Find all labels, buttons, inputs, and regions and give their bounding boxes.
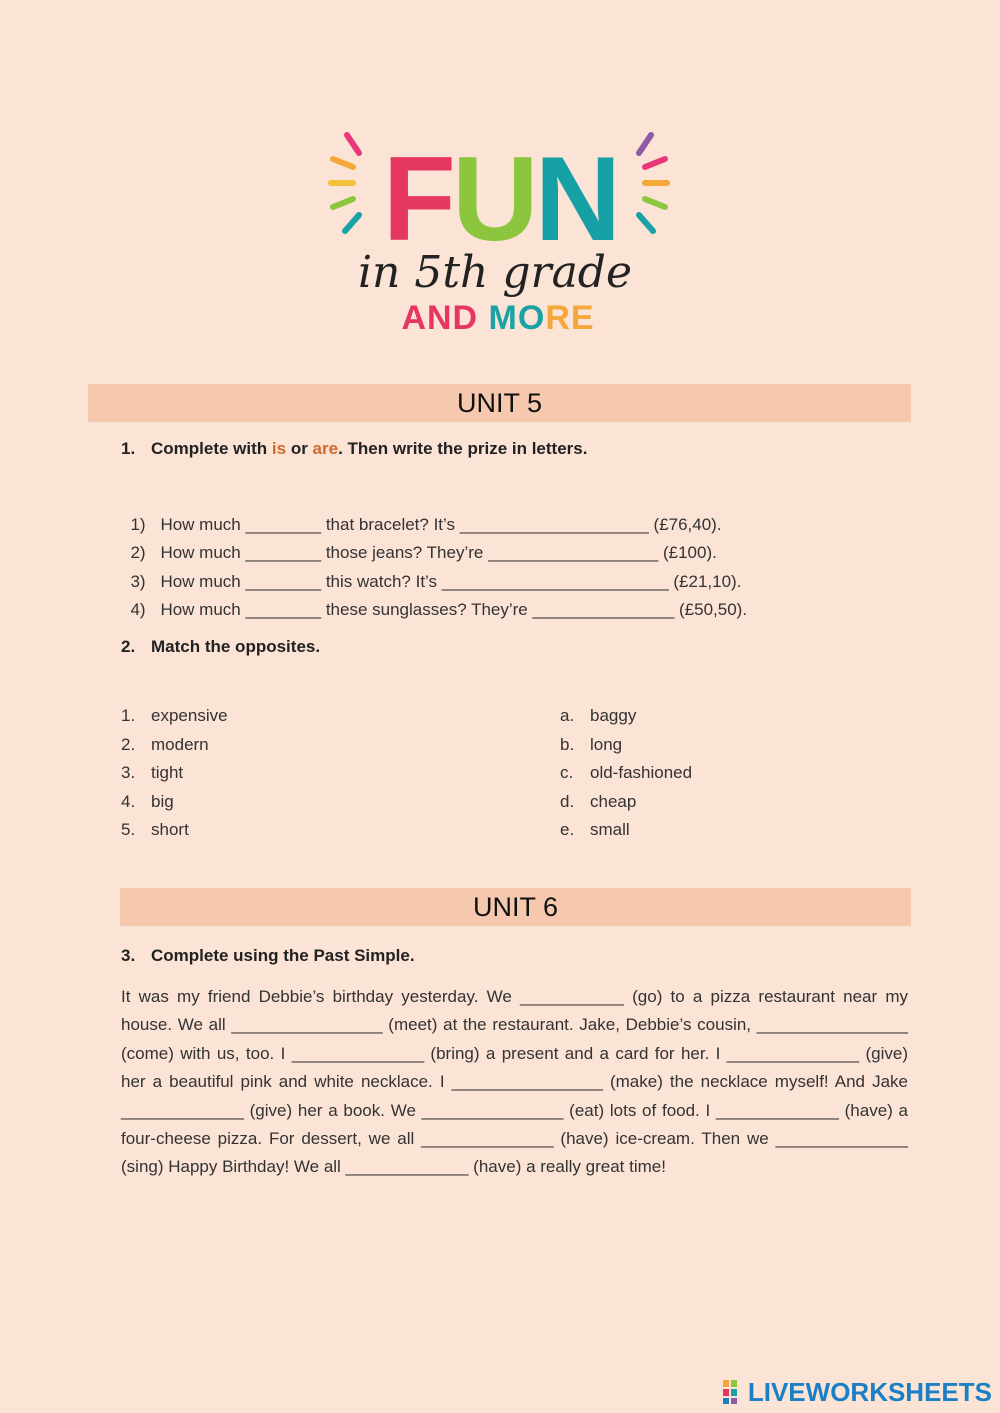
question-2-title: 2. Match the opposites.: [121, 637, 321, 656]
unit-6-header: UNIT 6: [120, 888, 911, 926]
match-left-item[interactable]: 1. expensive: [121, 706, 228, 725]
question-number: 1.: [121, 439, 136, 458]
match-right-item[interactable]: d. cheap: [560, 792, 637, 811]
q1-item[interactable]: 4) How much ________ these sunglasses? They’re _______________ (£50,50).: [130, 600, 748, 619]
q1-item[interactable]: 3) How much ________ this watch? It’s ________________________ (£21,10).: [130, 572, 742, 591]
question-3-title: 3. Complete using the Past Simple.: [121, 946, 415, 965]
fun-logo: [325, 125, 675, 340]
past-simple-paragraph[interactable]: It was my friend Debbie’s birthday yesterday. We ___________ (go) to a pizza restaurant near my house. We all ________________ (meet) at the restaurant. Jake, Debbie’s cousin, ________________ (come) with us, too. I ______________ (bring) a present and a card for her. I ______________ (give) her a beautiful pink and white necklace. I ________________ (make) the necklace myself! And Jake _____________ (give) her a book. We _______________ (eat) lots of food. I _____________ (have) a four-cheese pizza. For dessert, we all ______________ (have) ice-cream. Then we ______________ (sing) Happy Birthday! We all _____________ (have) a really great time!: [121, 987, 908, 1177]
match-right-item[interactable]: e. small: [560, 820, 630, 839]
question-1-title: 1. Complete with is or are. Then write the prize in letters.: [121, 439, 588, 458]
liveworksheets-brand[interactable]: [722, 1377, 992, 1407]
highlight-is: is: [271, 439, 287, 458]
match-left-item[interactable]: 2. modern: [121, 735, 209, 754]
logo-fun-text: FUN: [382, 132, 618, 266]
match-left-item[interactable]: 3. tight: [121, 763, 184, 782]
q1-item[interactable]: 1) How much ________ that bracelet? It’s ____________________ (£76,40).: [130, 515, 722, 534]
brand-name: LIVEWORKSHEETS: [747, 1376, 992, 1407]
unit-5-header: UNIT 5: [88, 384, 911, 422]
match-right-item[interactable]: a. baggy: [560, 706, 637, 725]
match-left-item[interactable]: 4. big: [121, 792, 174, 811]
match-left-item[interactable]: 5. short: [121, 820, 189, 839]
logo-more-text: AND MORE: [401, 299, 595, 337]
match-right-item[interactable]: c. old-fashioned: [560, 763, 693, 782]
q1-item[interactable]: 2) How much ________ those jeans? They’re __________________ (£100).: [130, 543, 717, 562]
logo-grade-text: in 5th grade: [357, 247, 633, 298]
liveworksheets-logo-icon: [722, 1379, 746, 1405]
highlight-are: are: [312, 439, 339, 458]
match-right-item[interactable]: b. long: [560, 735, 623, 754]
